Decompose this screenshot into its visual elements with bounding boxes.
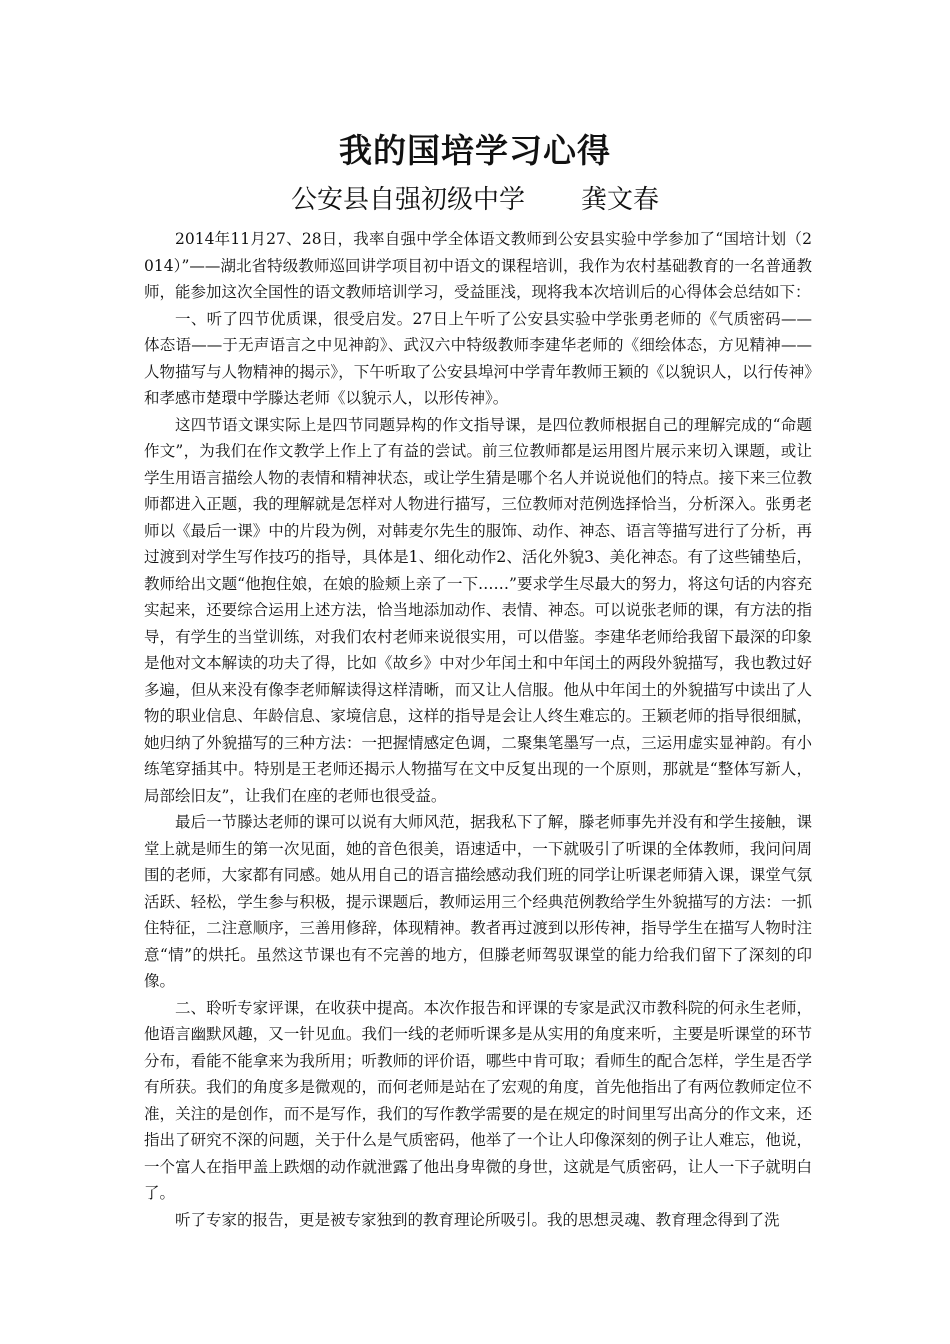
document-subtitle [0, 180, 950, 220]
paragraph-last-lesson: 最后一节滕达老师的课可以说有大师风范，据我私下了解，滕老师事先并没有和学生接触，课堂上就是师生的第一次见面，她的音色很美，语速适中，一下就吸引了听课的全体教师，我问问周围的老师，大家都有同感。她从用自己的语言描绘感动我们班的同学让听课老师猜入课，课堂气氛活跃、轻松，学生参与积极，提示课题后，教师运用三个经典范例教给学生外貌描写的方法：一抓住特征，二注意顺序，三善用修辞，体现精神。教者再过渡到以形传神，指导学生在描写人物时注意“情”的烘托。虽然这节课也有不完善的地方，但滕老师驾驭课堂的能力给我们留下了深刻的印像。 [144, 813, 812, 990]
paragraph-expert-report: 听了专家的报告，更是被专家独到的教育理论所吸引。我的思想灵魂、教育理念得到了洗 [175, 1210, 780, 1229]
document-body [144, 226, 812, 1233]
paragraph-intro: 2014年11月27、28日，我率自强中学全体语文教师到公安县实验中学参加了“国培计划（2014）”——湖北省特级教师巡回讲学项目初中语文的课程培训，我作为农村基础教育的一名普通教师，能参加这次全国性的语文教师培训学习，受益匪浅，现将我本次培训后的心得体会总结如下： [144, 230, 812, 301]
author-name: 龚文春 [581, 185, 660, 215]
paragraph-section-two: 二、聆听专家评课，在收获中提高。本次作报告和评课的专家是武汉市教科院的何永生老师，他语言幽默风趣，又一针见血。我们一线的老师听课多是从实用的角度来听，主要是听课堂的环节分布，看能不能拿来为我所用；听教师的评价语，哪些中肯可取；看师生的配合怎样，学生是否学有所获。我们的角度多是微观的，而何老师是站在了宏观的角度，首先他指出了有两位教师定位不准，关注的是创作，而不是写作，我们的写作教学需要的是在规定的时间里写出高分的作文来，还指出了研究不深的问题，关于什么是气质密码，他举了一个让人印像深刻的例子让人难忘，他说，一个富人在指甲盖上跌烟的动作就泄露了他出身卑微的身世，这就是气质密码，让人一下子就明白了。 [144, 998, 812, 1202]
paragraph-section-one: 一、听了四节优质课，很受启发。27日上午听了公安县实验中学张勇老师的《气质密码——体态语——于无声语言之中见神韵》、武汉六中特级教师李建华老师的《细绘体态，方见精神——人物描写与人物精神的揭示》，下午听取了公安县埠河中学青年教师王颖的《以貌识人，以行传神》和孝感市楚環中学滕达老师《以貌示人，以形传神》。 [144, 309, 812, 407]
document-title: 我的国培学习心得 [339, 131, 611, 170]
paragraph-lessons-analysis: 这四节语文课实际上是四节同题异构的作文指导课，是四位教师根据自己的理解完成的“命题作文”，为我们在作文教学上作上了有益的尝试。前三位教师都是运用图片展示来切入课题，或让学生用语言描绘人物的表情和精神状态，或让学生猜是哪个名人并说说他们的特点。接下来三位教师都进入正题，我的理解就是怎样对人物进行描写，三位教师对范例选择恰当，分析深入。张勇老师以《最后一课》中的片段为例，对韩麦尔先生的服饰、动作、神态、语言等描写进行了分析，再过渡到对学生写作技巧的指导，具体是1、细化动作2、活化外貌3、美化神态。有了这些铺垫后，教师给出文题“他抱住娘，在娘的脸颊上亲了一下……”要求学生尽最大的努力，将这句话的内容充实起来，还要综合运用上述方法，恰当地添加动作、表情、神态。可以说张老师的课，有方法的指导，有学生的当堂训练，对我们农村老师来说很实用，可以借鉴。李建华老师给我留下最深的印象是他对文本解读的功夫了得，比如《故乡》中对少年闰土和中年闰土的两段外貌描写，我也教过好多遍，但从来没有像李老师解读得这样清晰，而又让人信服。他从中年闰土的外貌描写中读出了人物的职业信息、年龄信息、家境信息，这样的指导是会让人终生难忘的。王颖老师的指导很细腻，她归纳了外貌描写的三种方法：一把握情感定色调，二聚集笔墨写一点，三运用虚实显神韵。有小练笔穿插其中。特别是王老师还揭示人物描写在文中反复出现的一个原则，那就是“整体写新人，局部绘旧友”，让我们在座的老师也很受益。 [144, 415, 812, 805]
school-name: 公安县自强初级中学 [290, 185, 525, 215]
